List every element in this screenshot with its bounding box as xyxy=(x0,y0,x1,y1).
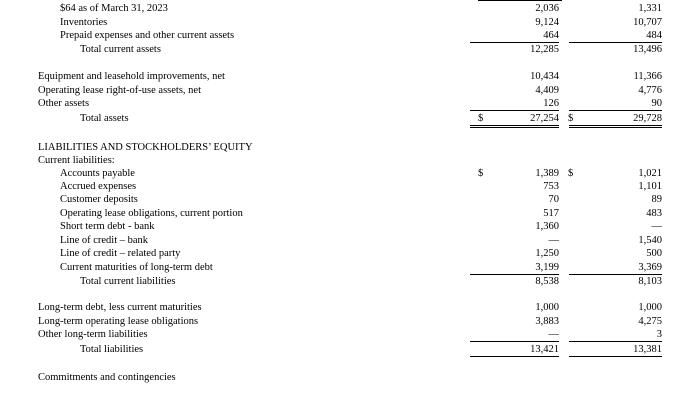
value-2023: 517 xyxy=(543,208,559,219)
value-2023: 4,409 xyxy=(535,85,559,96)
table-row-total xyxy=(0,43,700,56)
row-label: Long-term operating lease obligations xyxy=(38,316,199,327)
value-2022: 484 xyxy=(569,29,662,43)
value-2022: 1,540 xyxy=(638,235,662,246)
value-2022: 10,707 xyxy=(633,17,662,28)
subsection-heading xyxy=(0,154,700,167)
value-2023: 126 xyxy=(470,97,559,111)
row-label: $64 as of March 31, 2023 xyxy=(60,3,168,14)
value-2022: 90 xyxy=(569,97,662,111)
table-row xyxy=(0,315,700,328)
value-2023: 1,250 xyxy=(535,248,559,259)
row-label: Current liabilities: xyxy=(38,155,115,166)
table-row xyxy=(0,29,700,42)
value-2022: 13,496 xyxy=(633,44,662,55)
value-2023: 8,538 xyxy=(535,276,559,287)
row-label: Short term debt - bank xyxy=(60,221,155,232)
row-label: Current maturities of long-term debt xyxy=(60,262,213,273)
row-label: Line of credit – related party xyxy=(60,248,181,259)
value-2022: 500 xyxy=(646,248,662,259)
value-2022: 4,776 xyxy=(638,85,662,96)
table-row xyxy=(0,180,700,193)
table-row xyxy=(0,301,700,314)
row-label: Commitments and contingencies xyxy=(38,372,176,383)
value-2023: — xyxy=(548,235,559,246)
value-2022: 89 xyxy=(651,194,662,205)
table-row-total xyxy=(0,275,700,288)
value-2022: 1,000 xyxy=(638,302,662,313)
continuation-rule xyxy=(478,0,562,1)
row-label: Other assets xyxy=(38,98,90,109)
row-label: Accounts payable xyxy=(60,168,135,179)
value-2023: 13,421 xyxy=(470,343,559,357)
row-label: Total assets xyxy=(80,113,129,124)
value-2022: 1,021 xyxy=(638,168,662,179)
value-2023: 2,036 xyxy=(535,3,559,14)
table-row xyxy=(0,261,700,274)
row-label: Long-term debt, less current maturities xyxy=(38,302,202,313)
value-2023: 10,434 xyxy=(530,71,559,82)
value-2022: 1,331 xyxy=(638,3,662,14)
table-row xyxy=(0,371,700,384)
value-2022: 483 xyxy=(646,208,662,219)
dollar-sign: $ xyxy=(478,168,484,179)
row-label: LIABILITIES AND STOCKHOLDERS’ EQUITY xyxy=(38,142,253,153)
value-2023: 3,199 xyxy=(470,261,559,275)
table-row xyxy=(0,193,700,206)
value-2023: 70 xyxy=(548,194,559,205)
row-label: Total current assets xyxy=(80,44,161,55)
table-row xyxy=(0,207,700,220)
table-row xyxy=(0,84,700,97)
row-label: Operating lease obligations, current portion xyxy=(60,208,243,219)
value-2022: 3 xyxy=(569,328,662,342)
row-label: Total current liabilities xyxy=(80,276,176,287)
table-row xyxy=(0,2,700,15)
value-2023: 9,124 xyxy=(535,17,559,28)
value-2023: — xyxy=(470,328,559,342)
value-2023: 12,285 xyxy=(530,44,559,55)
row-label: Customer deposits xyxy=(60,194,138,205)
row-label: Other long-term liabilities xyxy=(38,329,148,340)
row-label: Operating lease right-of-use assets, net xyxy=(38,85,201,96)
value-2022: 29,728 xyxy=(569,112,662,128)
dollar-sign: $ xyxy=(478,113,484,124)
table-row xyxy=(0,16,700,29)
row-label: Inventories xyxy=(60,17,108,28)
row-label: Accrued expenses xyxy=(60,181,137,192)
value-2023: 753 xyxy=(543,181,559,192)
table-row-total xyxy=(0,112,700,125)
table-row xyxy=(0,328,700,341)
value-2023: 3,883 xyxy=(535,316,559,327)
table-row xyxy=(0,247,700,260)
section-heading xyxy=(0,141,700,154)
value-2022: 8,103 xyxy=(638,276,662,287)
value-2023: 1,360 xyxy=(535,221,559,232)
value-2023: 1,389 xyxy=(535,168,559,179)
value-2022: 13,381 xyxy=(569,343,662,357)
row-label: Line of credit – bank xyxy=(60,235,149,246)
value-2023: 464 xyxy=(470,29,559,43)
table-row xyxy=(0,97,700,110)
dollar-sign: $ xyxy=(568,113,574,124)
dollar-sign: $ xyxy=(568,168,574,179)
value-2023: 27,254 xyxy=(470,112,559,128)
value-2022: 11,366 xyxy=(633,71,662,82)
row-label: Total liabilities xyxy=(80,344,144,355)
table-row xyxy=(0,234,700,247)
row-label: Equipment and leasehold improvements, net xyxy=(38,71,225,82)
value-2023: 1,000 xyxy=(535,302,559,313)
table-row xyxy=(0,167,700,180)
table-row xyxy=(0,70,700,83)
value-2022: — xyxy=(651,221,662,232)
table-row xyxy=(0,220,700,233)
table-row-total xyxy=(0,343,700,356)
value-2022: 4,275 xyxy=(638,316,662,327)
row-label: Prepaid expenses and other current assets xyxy=(60,30,235,41)
value-2022: 3,369 xyxy=(569,261,662,275)
value-2022: 1,101 xyxy=(638,181,662,192)
